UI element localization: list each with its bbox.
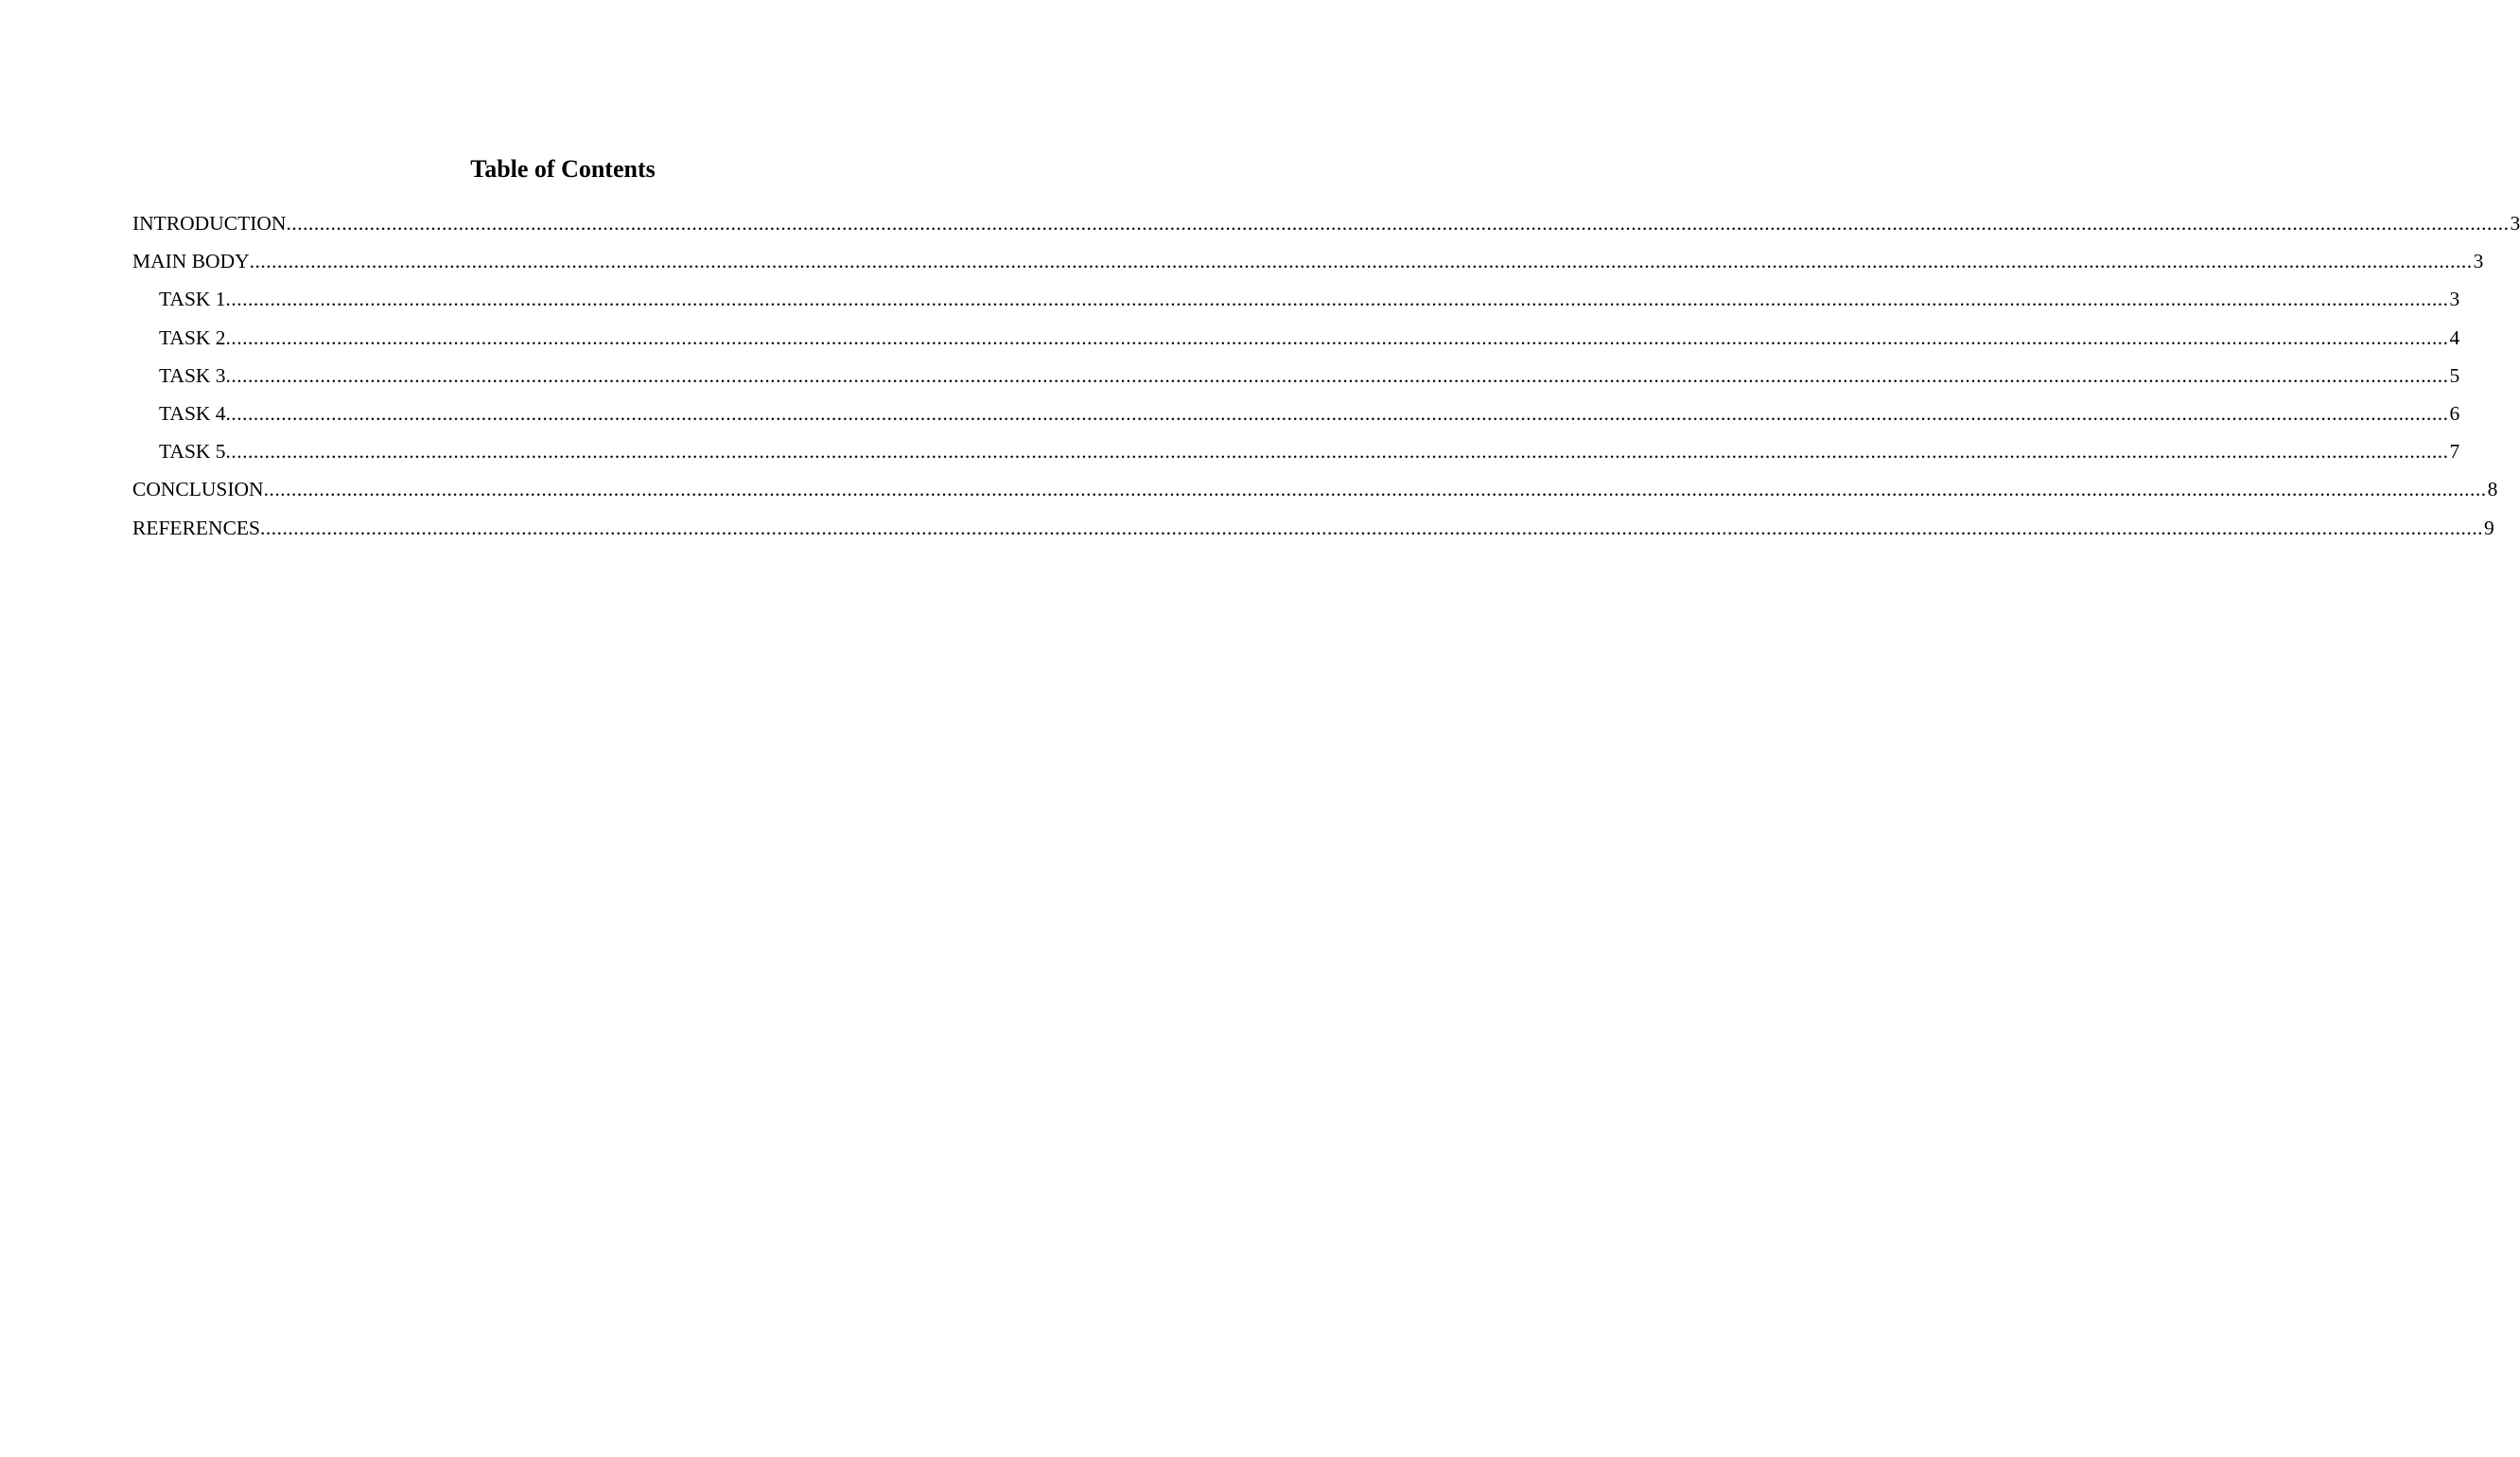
toc-entry-references[interactable] xyxy=(132,513,2494,551)
toc-entry-introduction[interactable] xyxy=(132,208,2520,246)
dot-leader: ................................................................................................................................................................................................................................................................................................................................................................................................................ xyxy=(286,212,2510,235)
dot-leader: ................................................................................................................................................................................................................................................................................................................................................................................................................ xyxy=(225,363,2449,387)
toc-entry-label: INTRODUCTION xyxy=(132,212,287,235)
toc-page-number: 7 xyxy=(2449,440,2460,464)
page-title: Table of Contents xyxy=(470,155,656,183)
toc-entry-label: REFERENCES xyxy=(132,516,260,539)
toc-entry-task-5[interactable] xyxy=(132,436,2460,474)
toc-entry-task-4[interactable] xyxy=(132,398,2460,436)
toc-page-number: 5 xyxy=(2449,363,2460,387)
toc-page-number: 3 xyxy=(2473,250,2484,273)
toc-entry-task-3[interactable] xyxy=(132,360,2460,398)
toc-entry-label: CONCLUSION xyxy=(132,478,264,501)
toc-entry-conclusion[interactable] xyxy=(132,474,2498,512)
dot-leader: ................................................................................................................................................................................................................................................................................................................................................................................................................ xyxy=(225,440,2449,464)
toc-page-number: 3 xyxy=(2510,212,2520,235)
dot-leader: ................................................................................................................................................................................................................................................................................................................................................................................................................ xyxy=(225,325,2449,349)
toc-page-number: 8 xyxy=(2487,478,2498,501)
toc-entry-task-1[interactable] xyxy=(132,284,2460,322)
toc-entry-task-2[interactable] xyxy=(132,323,2460,360)
dot-leader: ................................................................................................................................................................................................................................................................................................................................................................................................................ xyxy=(263,478,2487,501)
toc-entry-label: TASK 5 xyxy=(159,440,226,464)
toc-page-number: 3 xyxy=(2449,288,2460,311)
table-of-contents xyxy=(132,208,2520,551)
toc-entry-label: TASK 1 xyxy=(159,288,226,311)
toc-entry-label: MAIN BODY xyxy=(132,250,250,273)
toc-page-number: 4 xyxy=(2449,325,2460,349)
toc-entry-label: TASK 2 xyxy=(159,325,226,349)
toc-entry-label: TASK 4 xyxy=(159,401,226,425)
toc-page-number: 9 xyxy=(2484,516,2494,539)
toc-page-number: 6 xyxy=(2449,401,2460,425)
toc-entry-main-body[interactable] xyxy=(132,246,2484,284)
dot-leader: ................................................................................................................................................................................................................................................................................................................................................................................................................ xyxy=(249,250,2473,273)
dot-leader: ................................................................................................................................................................................................................................................................................................................................................................................................................ xyxy=(260,516,2483,539)
toc-entry-label: TASK 3 xyxy=(159,363,226,387)
dot-leader: ................................................................................................................................................................................................................................................................................................................................................................................................................ xyxy=(225,288,2449,311)
dot-leader: ................................................................................................................................................................................................................................................................................................................................................................................................................ xyxy=(225,401,2449,425)
